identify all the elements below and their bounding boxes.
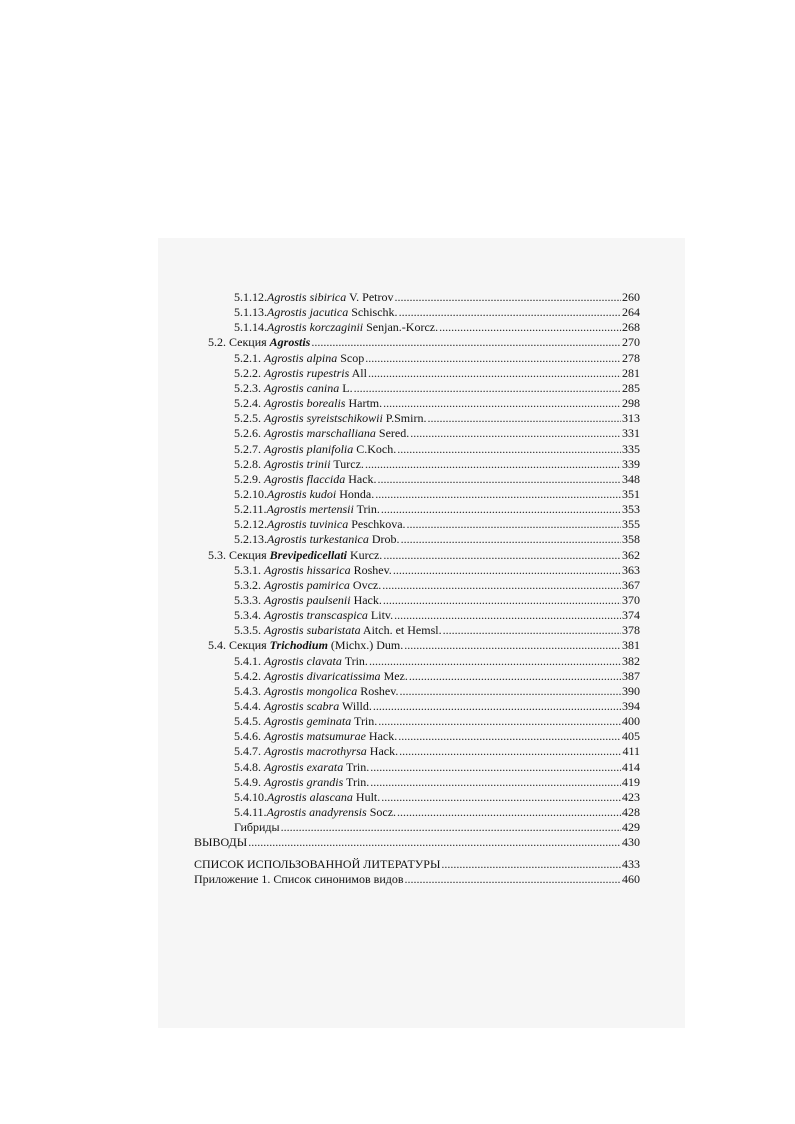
toc-entry — [234, 789, 640, 805]
leader-dots — [281, 819, 621, 835]
author-name: Roshev. — [360, 684, 399, 698]
author-name: Socz. — [369, 805, 397, 819]
toc-entry-number: 5.1.13. — [234, 305, 267, 319]
page-number: 355 — [622, 517, 640, 531]
toc-entry-number: 5.2.13. — [234, 532, 267, 546]
toc-entry-title — [234, 668, 408, 684]
author-name: Senjan.-Korcz. — [366, 320, 439, 334]
leader-dots — [404, 637, 621, 653]
leader-dots — [394, 289, 621, 305]
author-name: Mez. — [383, 669, 408, 683]
toc-entry — [234, 304, 640, 320]
leader-dots — [373, 698, 621, 714]
species-name: Agrostis alpina — [264, 351, 338, 365]
species-name: Agrostis transcaspica — [264, 608, 368, 622]
toc-entry-title — [234, 289, 393, 305]
toc-entry-title — [234, 728, 397, 744]
page-number: 285 — [622, 381, 640, 395]
author-name: Hult. — [355, 790, 381, 804]
author-name: C.Koch. — [356, 442, 397, 456]
toc-entry-number: 5.2.3. — [234, 381, 261, 395]
page-number: 382 — [622, 654, 640, 668]
leader-dots — [405, 871, 621, 887]
toc-entry — [234, 350, 640, 366]
toc-entry-number: 5.4.3. — [234, 684, 261, 698]
toc-entry-number: 5.2.10. — [234, 487, 267, 501]
toc-entry — [234, 501, 640, 517]
leader-dots — [381, 789, 621, 805]
toc-entry-title — [234, 683, 398, 699]
toc-entry-number: 5.3.5. — [234, 623, 261, 637]
toc-entry — [234, 289, 640, 305]
toc-entry — [234, 759, 640, 775]
species-name: Agrostis exarata — [264, 760, 344, 774]
leader-dots — [368, 365, 621, 381]
toc-entry-title — [234, 713, 377, 729]
toc-entry — [234, 471, 640, 487]
leader-dots — [383, 592, 621, 608]
toc-entry-title — [234, 774, 369, 790]
leader-dots — [401, 531, 621, 547]
toc-entry — [234, 365, 640, 381]
page-number: 260 — [622, 290, 640, 304]
toc-entry-title — [234, 380, 353, 396]
species-name: Agrostis alascana — [267, 790, 353, 804]
species-name: Agrostis jacutica — [267, 305, 349, 319]
species-name: Agrostis canina — [264, 381, 340, 395]
toc-entry-title — [234, 501, 380, 517]
leader-dots — [369, 653, 621, 669]
author-name: P.Smirn. — [385, 411, 427, 425]
toc-entry — [234, 577, 640, 593]
toc-entry-title — [208, 547, 382, 563]
toc-entry-number: 5.4.6. — [234, 729, 261, 743]
page-number: 381 — [622, 638, 640, 652]
toc-entry-title — [234, 304, 398, 320]
toc-entry — [208, 334, 640, 350]
toc-entry-number: 5.4.4. — [234, 699, 261, 713]
section-name: Brevipedicellati — [269, 548, 347, 562]
leader-dots — [370, 774, 621, 790]
toc-entry-title — [234, 698, 372, 714]
toc-entry-title — [234, 759, 369, 775]
toc-entry-title — [234, 653, 368, 669]
section-name: Trichodium — [269, 638, 328, 652]
author-name: Turcz. — [333, 457, 364, 471]
toc-entry-number: 5.2.2. — [234, 366, 261, 380]
toc-entry-title — [234, 425, 409, 441]
toc-entry-number: 5.4.7. — [234, 744, 261, 758]
toc-entry-title — [234, 516, 406, 532]
leader-dots — [365, 456, 621, 472]
page-number: 351 — [622, 487, 640, 501]
toc-entry-number: 5.4.5. — [234, 714, 261, 728]
toc-entry — [234, 592, 640, 608]
toc-entry — [234, 380, 640, 396]
leader-dots — [354, 380, 621, 396]
section-prefix: Секция — [229, 335, 267, 349]
page-number: 374 — [622, 608, 640, 622]
toc-entry-number: 5.2.12. — [234, 517, 267, 531]
toc-entry — [234, 410, 640, 426]
page-number: 419 — [622, 775, 640, 789]
species-name: Agrostis planifolia — [264, 442, 354, 456]
toc-entry-number: 5.4.10. — [234, 790, 267, 804]
toc-entry — [234, 516, 640, 532]
toc-entry-title — [234, 743, 398, 759]
toc-entry — [234, 622, 640, 638]
toc-entry — [234, 319, 640, 335]
page-number: 339 — [622, 457, 640, 471]
species-name: Agrostis sibirica — [267, 290, 347, 304]
toc-entry-number: 5.4.8. — [234, 760, 261, 774]
leader-dots — [378, 471, 621, 487]
author-name: Honda. — [339, 487, 375, 501]
leader-dots — [399, 683, 621, 699]
toc-entry-number: 5.3. — [208, 548, 226, 562]
toc-entry-title — [234, 562, 392, 578]
toc-entry-number: 5.2.8. — [234, 457, 261, 471]
author-name: All — [351, 366, 367, 380]
leader-dots — [399, 743, 621, 759]
toc-entry-number: 5.2.11. — [234, 502, 267, 516]
leader-dots — [399, 304, 621, 320]
toc-entry — [234, 774, 640, 790]
toc-entry-title — [234, 456, 364, 472]
author-name: Kurcz. — [349, 548, 383, 562]
species-name: Agrostis mongolica — [264, 684, 358, 698]
page-number: 430 — [622, 835, 640, 849]
leader-dots — [370, 759, 621, 775]
leader-dots — [397, 804, 621, 820]
toc-entry-title — [194, 871, 404, 887]
author-name: Schischk. — [351, 305, 398, 319]
toc-entry-title — [208, 637, 403, 653]
leader-dots — [394, 607, 621, 623]
toc-entry-title — [234, 365, 367, 381]
page-number: 390 — [622, 684, 640, 698]
toc-entry-number: 5.2.9. — [234, 472, 261, 486]
toc-entry — [208, 637, 640, 653]
toc-entry — [234, 713, 640, 729]
species-name: Agrostis grandis — [264, 775, 344, 789]
author-name: Hack. — [369, 744, 399, 758]
page-number: 264 — [622, 305, 640, 319]
author-name: Trin. — [354, 714, 378, 728]
page-number: 270 — [622, 335, 640, 349]
toc-entry — [234, 531, 640, 547]
page-number: 335 — [622, 442, 640, 456]
toc-entry-title — [234, 531, 400, 547]
toc-entry-title — [234, 486, 374, 502]
toc-entry-title — [234, 789, 380, 805]
species-name: Agrostis divaricatissima — [264, 669, 381, 683]
toc-entry-number: 5.4.11. — [234, 805, 267, 819]
toc-entry — [234, 683, 640, 699]
page-number: 362 — [622, 548, 640, 562]
page-number: 331 — [622, 426, 640, 440]
author-name: Hack. — [368, 729, 398, 743]
toc-entry-number: 5.1.12. — [234, 290, 267, 304]
author-name: Trin. — [346, 775, 370, 789]
section-prefix: Секция — [229, 548, 267, 562]
page-number: 348 — [622, 472, 640, 486]
author-name: Hartm. — [348, 396, 383, 410]
leader-dots — [378, 713, 621, 729]
author-name: Litv. — [370, 608, 394, 622]
section-prefix: Секция — [229, 638, 267, 652]
author-name: Trin. — [356, 502, 380, 516]
toc-entry — [234, 562, 640, 578]
toc-entry-number: 5.2.4. — [234, 396, 261, 410]
species-name: Agrostis geminata — [264, 714, 352, 728]
toc-entry-number: 5.2. — [208, 335, 226, 349]
leader-dots — [248, 834, 621, 850]
page-number: 394 — [622, 699, 640, 713]
toc-entry-title — [234, 319, 438, 335]
species-name: Agrostis marschalliana — [264, 426, 376, 440]
leader-dots — [382, 577, 621, 593]
toc-entry-title — [194, 834, 247, 850]
leader-dots — [409, 668, 621, 684]
toc-entry — [234, 819, 640, 835]
toc-entry — [234, 425, 640, 441]
species-name: Agrostis borealis — [264, 396, 346, 410]
toc-entry — [234, 441, 640, 457]
toc-entry-title — [234, 819, 280, 835]
page-number: 400 — [622, 714, 640, 728]
species-name: Agrostis hissarica — [264, 563, 351, 577]
author-name: Hack. — [348, 472, 377, 486]
species-name: Agrostis matsumurae — [264, 729, 366, 743]
species-name: Agrostis tuvinica — [267, 517, 349, 531]
toc-entry — [194, 871, 640, 887]
toc-entry-title — [234, 592, 382, 608]
toc-entry — [234, 456, 640, 472]
author-name: Hack. — [353, 593, 382, 607]
leader-dots — [383, 395, 621, 411]
toc-entry — [194, 856, 640, 872]
species-name: Agrostis syreistschikowii — [264, 411, 383, 425]
leader-dots — [398, 728, 621, 744]
species-name: Agrostis korczaginii — [267, 320, 364, 334]
page-number: 428 — [622, 805, 640, 819]
leader-dots — [427, 410, 621, 426]
section-name: Agrostis — [269, 335, 311, 349]
leader-dots — [397, 441, 621, 457]
toc-entry — [234, 486, 640, 502]
leader-dots — [443, 622, 621, 638]
page-number: 405 — [622, 729, 640, 743]
author-name: Ovcz. — [352, 578, 382, 592]
author-name: Aitch. et Hemsl. — [362, 623, 442, 637]
page-number: 281 — [622, 366, 640, 380]
toc-entry — [234, 653, 640, 669]
toc-entry-number: 5.2.6. — [234, 426, 261, 440]
species-name: Agrostis subaristata — [264, 623, 361, 637]
species-name: Agrostis turkestanica — [267, 532, 369, 546]
page-number: 268 — [622, 320, 640, 334]
toc-entry-number: 5.3.2. — [234, 578, 261, 592]
toc-entry-title — [194, 856, 440, 872]
leader-dots — [410, 425, 621, 441]
page-number: 460 — [622, 872, 640, 886]
species-name: Agrostis anadyrensis — [266, 805, 367, 819]
toc-entry-title — [234, 471, 377, 487]
toc-entry-number: 5.2.5. — [234, 411, 261, 425]
toc-entry-title — [234, 622, 442, 638]
page-number: 423 — [622, 790, 640, 804]
toc-entry — [234, 743, 640, 759]
author-name: Peschkova. — [351, 517, 406, 531]
leader-dots — [407, 516, 621, 532]
toc-entry — [208, 547, 640, 563]
author-name: Trin. — [346, 760, 370, 774]
species-name: Agrostis mertensii — [266, 502, 354, 516]
page-number: 278 — [622, 351, 640, 365]
toc-entry-number: 5.3.4. — [234, 608, 261, 622]
species-name: Agrostis paulsenii — [264, 593, 351, 607]
author-name: Sered. — [378, 426, 410, 440]
page-number: 411 — [622, 744, 640, 758]
species-name: Agrostis pamirica — [264, 578, 350, 592]
toc-entry-title — [234, 395, 382, 411]
toc-entry — [234, 728, 640, 744]
heading-text: СПИСОК ИСПОЛЬЗОВАННОЙ ЛИТЕРАТУРЫ — [194, 857, 441, 871]
page-number: 358 — [622, 532, 640, 546]
author-name: Scop — [340, 351, 365, 365]
leader-dots — [375, 486, 621, 502]
species-name: Agrostis rupestris — [264, 366, 350, 380]
leader-dots — [441, 856, 621, 872]
author-name: Roshev. — [353, 563, 392, 577]
page-number: 433 — [622, 857, 640, 871]
toc-entry-title — [234, 441, 396, 457]
toc-entry — [234, 395, 640, 411]
heading-text: Приложение 1. Список синонимов видов — [194, 872, 404, 886]
toc-entry-number: 5.4.9. — [234, 775, 261, 789]
toc-entry-title — [234, 577, 381, 593]
leader-dots — [383, 547, 621, 563]
toc-entry — [234, 607, 640, 623]
toc-entry-title — [234, 804, 396, 820]
toc-entry-title — [234, 410, 426, 426]
leader-dots — [393, 562, 621, 578]
species-name: Agrostis flaccida — [264, 472, 346, 486]
page-number: 429 — [622, 820, 640, 834]
heading-text: Гибриды — [234, 820, 280, 834]
leader-dots — [311, 334, 621, 350]
toc-entry-number: 5.2.7. — [234, 442, 261, 456]
page-number: 370 — [622, 593, 640, 607]
author-name: Trin. — [344, 654, 368, 668]
toc-entry — [234, 668, 640, 684]
page-number: 298 — [622, 396, 640, 410]
toc-entry-title — [234, 350, 364, 366]
page-number: 313 — [622, 411, 640, 425]
toc-entry-number: 5.1.14. — [234, 320, 267, 334]
toc-entry — [194, 834, 640, 850]
toc-entry-title — [234, 607, 393, 623]
page-number: 378 — [622, 623, 640, 637]
leader-dots — [365, 350, 621, 366]
page-number: 363 — [622, 563, 640, 577]
heading-text: ВЫВОДЫ — [194, 835, 248, 849]
leader-dots — [381, 501, 621, 517]
toc-entry-number: 5.4.2. — [234, 669, 261, 683]
species-name: Agrostis scabra — [264, 699, 340, 713]
author-name: (Michx.) Dum. — [330, 638, 404, 652]
toc-entry — [234, 804, 640, 820]
toc-entry — [234, 698, 640, 714]
toc-entry-number: 5.4. — [208, 638, 226, 652]
toc-entry-number: 5.3.1. — [234, 563, 261, 577]
author-name: L. — [342, 381, 353, 395]
species-name: Agrostis trinii — [264, 457, 331, 471]
page-number: 414 — [622, 760, 640, 774]
species-name: Agrostis clavata — [264, 654, 342, 668]
page-number: 353 — [622, 502, 640, 516]
page-number: 367 — [622, 578, 640, 592]
page-number: 387 — [622, 669, 640, 683]
toc-entry-title — [208, 334, 310, 350]
toc-entry-number: 5.2.1. — [234, 351, 261, 365]
toc-entry-number: 5.3.3. — [234, 593, 261, 607]
toc-entry-number: 5.4.1. — [234, 654, 261, 668]
leader-dots — [439, 319, 621, 335]
author-name: V. Petrov — [349, 290, 394, 304]
author-name: Drob. — [371, 532, 400, 546]
author-name: Willd. — [342, 699, 372, 713]
species-name: Agrostis macrothyrsa — [264, 744, 367, 758]
species-name: Agrostis kudoi — [267, 487, 337, 501]
